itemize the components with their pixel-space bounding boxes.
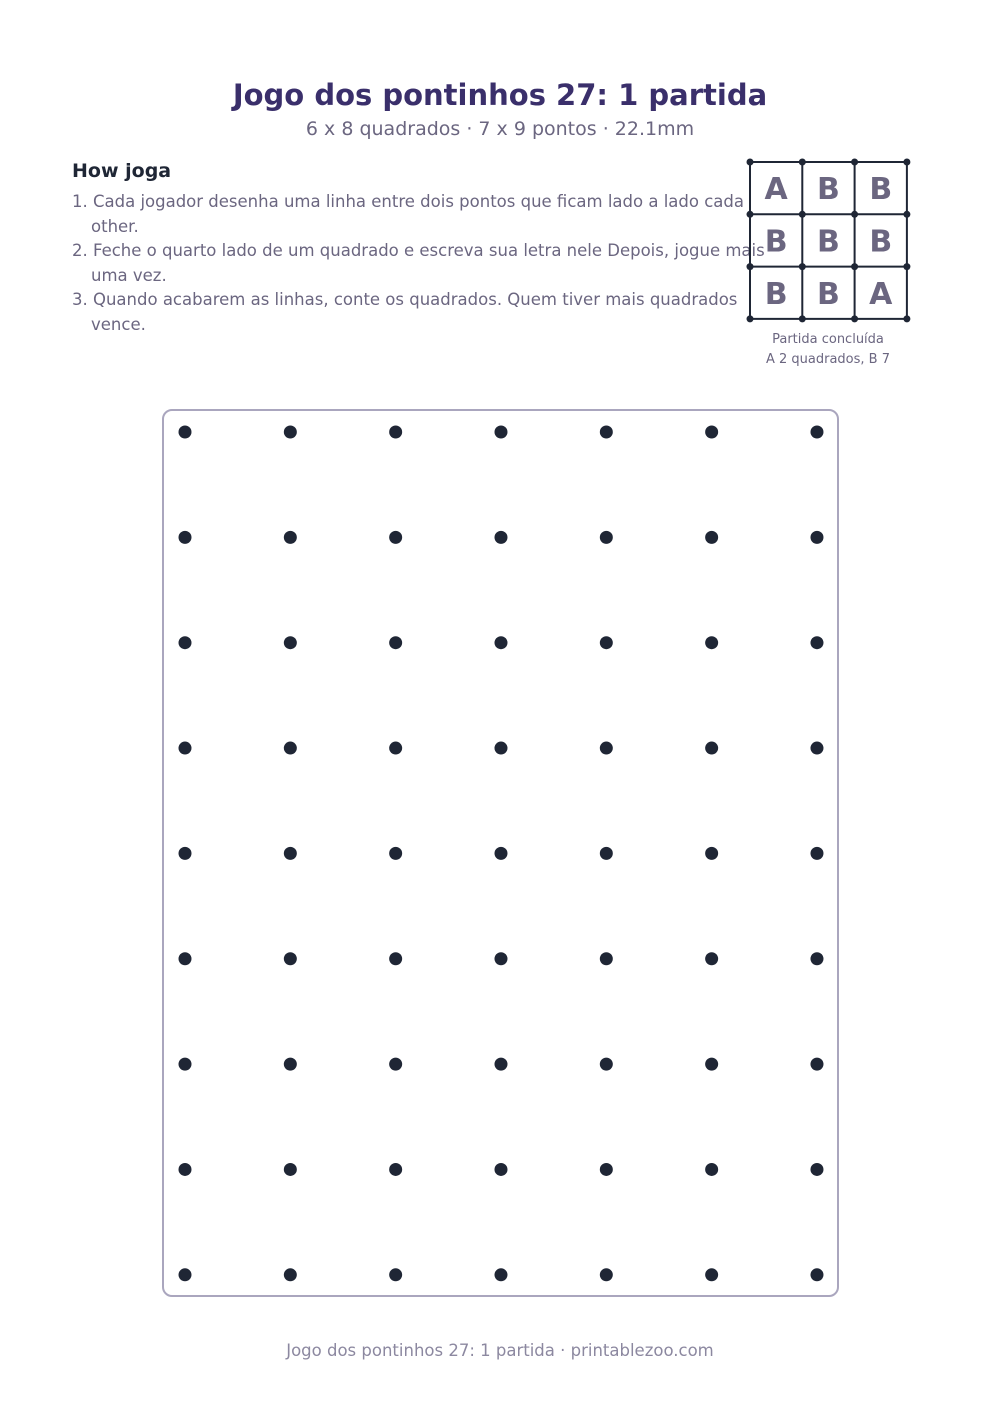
example-dot [903,159,910,166]
board-dot[interactable] [389,1058,402,1071]
example-dot [799,263,806,270]
board-dot[interactable] [705,847,718,860]
example-dot [799,159,806,166]
example-dot [747,315,754,322]
board-dot[interactable] [494,426,507,439]
board-dot[interactable] [810,742,823,755]
board-dot[interactable] [284,1268,297,1281]
board-dot[interactable] [389,1268,402,1281]
board-dot[interactable] [389,1163,402,1176]
board-dot[interactable] [389,636,402,649]
example-dot [851,211,858,218]
board-dot[interactable] [179,1163,192,1176]
example-cell-letter: B [869,224,893,260]
example-caption-score: A 2 quadrados, B 7 [765,352,890,367]
example-cell-letter: B [869,172,893,208]
board-dot[interactable] [705,426,718,439]
board-dot[interactable] [494,636,507,649]
board-dot[interactable] [810,636,823,649]
board-dot[interactable] [600,742,613,755]
board-dot[interactable] [705,742,718,755]
board-dot[interactable] [284,1058,297,1071]
example-cell-letter: B [817,224,840,260]
board-dot[interactable] [494,1268,507,1281]
board-dot[interactable] [179,426,192,439]
example-cell-letter: B [817,276,840,312]
page-title: Jogo dos pontinhos 27: 1 partida [232,78,768,112]
how-to-step: 3. Quando acabarem as linhas, conte os quadrados. Quem tiver mais quadrados vence. [72,290,738,334]
board-dot[interactable] [600,426,613,439]
board-dot[interactable] [810,426,823,439]
board-dot[interactable] [705,531,718,544]
board-dot[interactable] [284,847,297,860]
board-dot[interactable] [284,952,297,965]
example-cell-letter: B [817,172,840,208]
board-dot[interactable] [284,531,297,544]
board-dot[interactable] [600,636,613,649]
how-to-steps [72,190,772,338]
board-dot[interactable] [810,1163,823,1176]
page-subtitle: 6 x 8 quadrados · 7 x 9 pontos · 22.1mm [305,118,695,140]
page-footer: Jogo dos pontinhos 27: 1 partida · printablezoo.com [286,1341,714,1360]
board-dot[interactable] [389,742,402,755]
board-dot[interactable] [179,531,192,544]
board-dot[interactable] [494,1163,507,1176]
board-dot[interactable] [810,531,823,544]
board-dot[interactable] [284,742,297,755]
example-dot [747,159,754,166]
board-dot[interactable] [705,1058,718,1071]
example-dot [799,211,806,218]
board-dot[interactable] [705,1268,718,1281]
board-dot[interactable] [810,847,823,860]
board-dot[interactable] [179,742,192,755]
board-dot[interactable] [810,1268,823,1281]
example-cell-letter: B [764,276,788,312]
board-dot[interactable] [600,531,613,544]
how-to-heading: How joga [72,160,172,182]
board-dot[interactable] [389,531,402,544]
board-dot[interactable] [705,1163,718,1176]
example-dot [903,263,910,270]
board-dot[interactable] [179,1058,192,1071]
board-dot[interactable] [389,952,402,965]
board-dot[interactable] [494,742,507,755]
example-cell-letter: B [764,224,788,260]
example-dot [903,315,910,322]
board-dot[interactable] [600,1058,613,1071]
board-dot[interactable] [705,952,718,965]
example-cell-letter: A [764,172,788,208]
board-dot[interactable] [284,636,297,649]
board-dot[interactable] [494,847,507,860]
board-dot[interactable] [179,952,192,965]
example-dot [851,315,858,322]
example-caption [738,330,918,370]
example-dot [799,315,806,322]
board-dot[interactable] [494,531,507,544]
example-cell-letter: A [869,276,893,312]
board-dot[interactable] [810,1058,823,1071]
board-dot[interactable] [494,952,507,965]
dot-board[interactable] [162,409,839,1297]
board-dot[interactable] [284,426,297,439]
board-dot[interactable] [179,847,192,860]
example-dot [747,211,754,218]
board-dot[interactable] [179,636,192,649]
example-dot [747,263,754,270]
board-dot[interactable] [389,426,402,439]
board-dot[interactable] [600,1268,613,1281]
board-dot[interactable] [284,1163,297,1176]
how-to-step: 1. Cada jogador desenha uma linha entre dois pontos que ficam lado a lado cada other. [72,192,744,236]
example-dot [851,159,858,166]
board-dot[interactable] [389,847,402,860]
example-dot [851,263,858,270]
example-grid-drawing [744,156,914,326]
example-dot [903,211,910,218]
board-dot[interactable] [600,1163,613,1176]
board-dot[interactable] [810,952,823,965]
example-game-grid [744,156,914,326]
board-dot[interactable] [600,952,613,965]
dot-grid[interactable] [164,411,837,1295]
board-dot[interactable] [705,636,718,649]
how-to-step: 2. Feche o quarto lado de um quadrado e escreva sua letra nele Depois, jogue mais uma vez. [72,241,765,285]
board-dot[interactable] [600,847,613,860]
example-caption-status: Partida concluída [772,332,884,347]
board-dot[interactable] [179,1268,192,1281]
board-dot[interactable] [494,1058,507,1071]
